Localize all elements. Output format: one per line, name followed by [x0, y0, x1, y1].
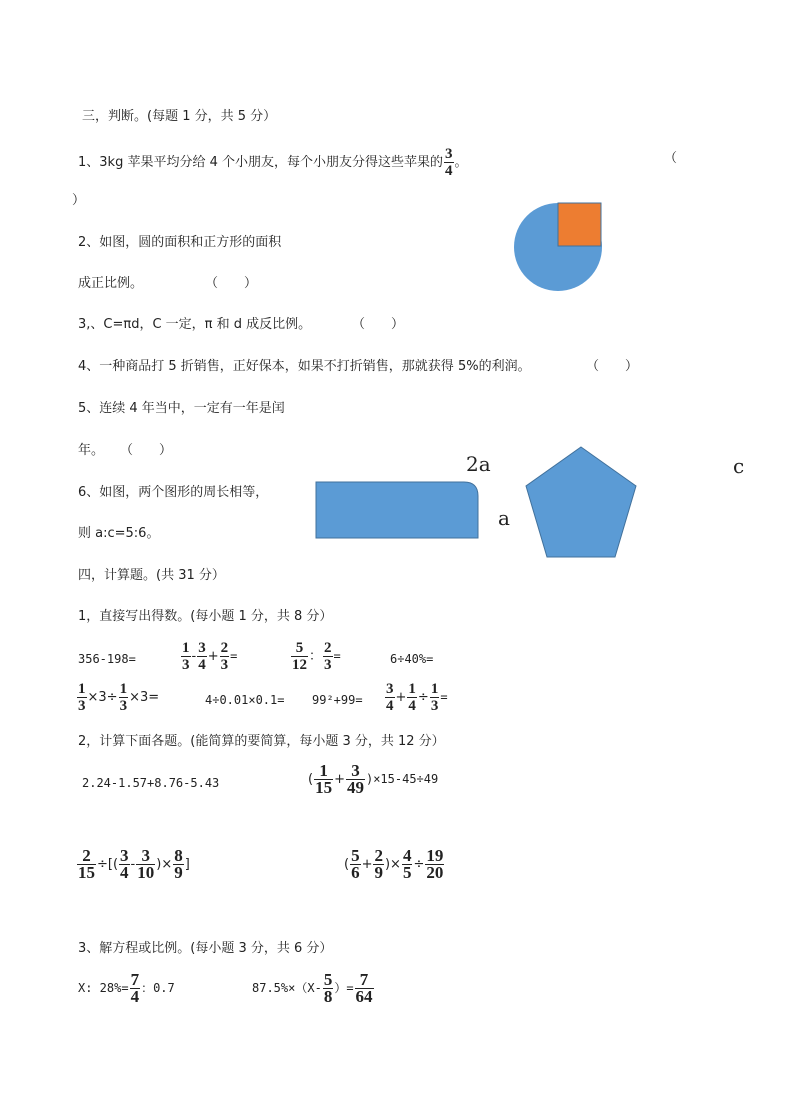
answer-paren: （ ） [586, 359, 639, 374]
question-5-line1: 5、连续 4 年当中，一定有一年是闰 [78, 401, 285, 416]
question-6-line1: 6、如图，两个图形的周长相等， [78, 485, 269, 500]
question-2-line2: 成正比例。 [78, 276, 144, 291]
question-6-line2: 则 a:c=5:6。 [78, 526, 160, 541]
pentagon-shape [526, 447, 636, 557]
label-2a: 2a [466, 452, 491, 476]
label-c: c [733, 454, 745, 478]
fraction: $\frac{3}{4}$ [445, 146, 453, 179]
part1-title: 1，直接写出得数。(每小题 1 分，共 8 分） [78, 609, 333, 624]
label-a: a [498, 506, 510, 530]
calc-r2c3: 99²+99= [312, 693, 363, 707]
square-shape [558, 203, 601, 246]
answer-paren: （ ） [205, 276, 258, 291]
rounded-rectangle-shape [316, 482, 478, 538]
rectangle-figure [312, 478, 482, 542]
calc2-e4: ( $\frac{5}{6}$ + $\frac{2}{9}$ )× $\frac{4}{5}$ ÷ $\frac{19}{20}$ [344, 846, 444, 882]
answer-paren: （ ） [120, 443, 173, 458]
part3-title: 3、解方程或比例。(每小题 3 分，共 6 分） [78, 941, 333, 956]
section3-title: 三，判断。(每题 1 分，共 5 分） [82, 109, 277, 124]
calc3-e1: X: 28%= $\frac{7}{4}$ ：0.7 [78, 970, 175, 1006]
calc-r2c2: 4÷0.01×0.1= [205, 693, 285, 707]
circle-square-figure [512, 200, 607, 295]
calc-r1c3: $\frac{5}{12}$ ： $\frac{2}{3}$ = [292, 640, 341, 673]
question-3: 3,、C=πd，C 一定，π 和 d 成反比例。 [78, 317, 312, 332]
question-2-line1: 2、如图，圆的面积和正方形的面积 [78, 235, 282, 250]
calc3-e2: 87.5%×（X- $\frac{5}{8}$ ）= $\frac{7}{64}$ [252, 970, 373, 1006]
section4-title: 四，计算题。(共 31 分） [78, 568, 225, 583]
calc-r1c2: $\frac{1}{3}$ - $\frac{3}{4}$ + $\frac{2}{3}$ = [182, 640, 238, 673]
answer-paren-close: ） [72, 193, 86, 208]
calc-r2c1: $\frac{1}{3}$ ×3÷ $\frac{1}{3}$ ×3= [78, 681, 160, 714]
calc-r2c4: $\frac{3}{4}$ + $\frac{1}{4}$ ÷ $\frac{1}{3}$ = [386, 681, 448, 714]
calc2-e3: $\frac{2}{15}$ ÷[( $\frac{3}{4}$ - $\frac{3}{10}$ )× $\frac{8}{9}$ ] [78, 846, 190, 882]
part2-title: 2，计算下面各题。(能简算的要简算，每小题 3 分，共 12 分） [78, 734, 445, 749]
calc2-e1: 2.24-1.57+8.76-5.43 [82, 776, 220, 790]
calc-r1c4: 6÷40%= [390, 652, 434, 666]
question-1: 1、3kg 苹果平均分给 4 个小朋友，每个小朋友分得这些苹果的 $\frac{3}{4}$ 。 [78, 146, 468, 179]
pentagon-figure [522, 444, 640, 560]
question-5-line2: 年。 [78, 443, 105, 458]
calc2-e2: ( $\frac{1}{15}$ + $\frac{3}{49}$ )×15-45÷49 [308, 761, 439, 797]
answer-paren: （ ） [352, 317, 405, 332]
calc-r1c1: 356-198= [78, 652, 136, 666]
question-1-text: 1、3kg 苹果平均分给 4 个小朋友，每个小朋友分得这些苹果的 [78, 155, 443, 170]
question-4: 4、一种商品打 5 折销售，正好保本，如果不打折销售，那就获得 5%的利润。 [78, 359, 531, 374]
answer-paren-open: （ [664, 151, 678, 166]
